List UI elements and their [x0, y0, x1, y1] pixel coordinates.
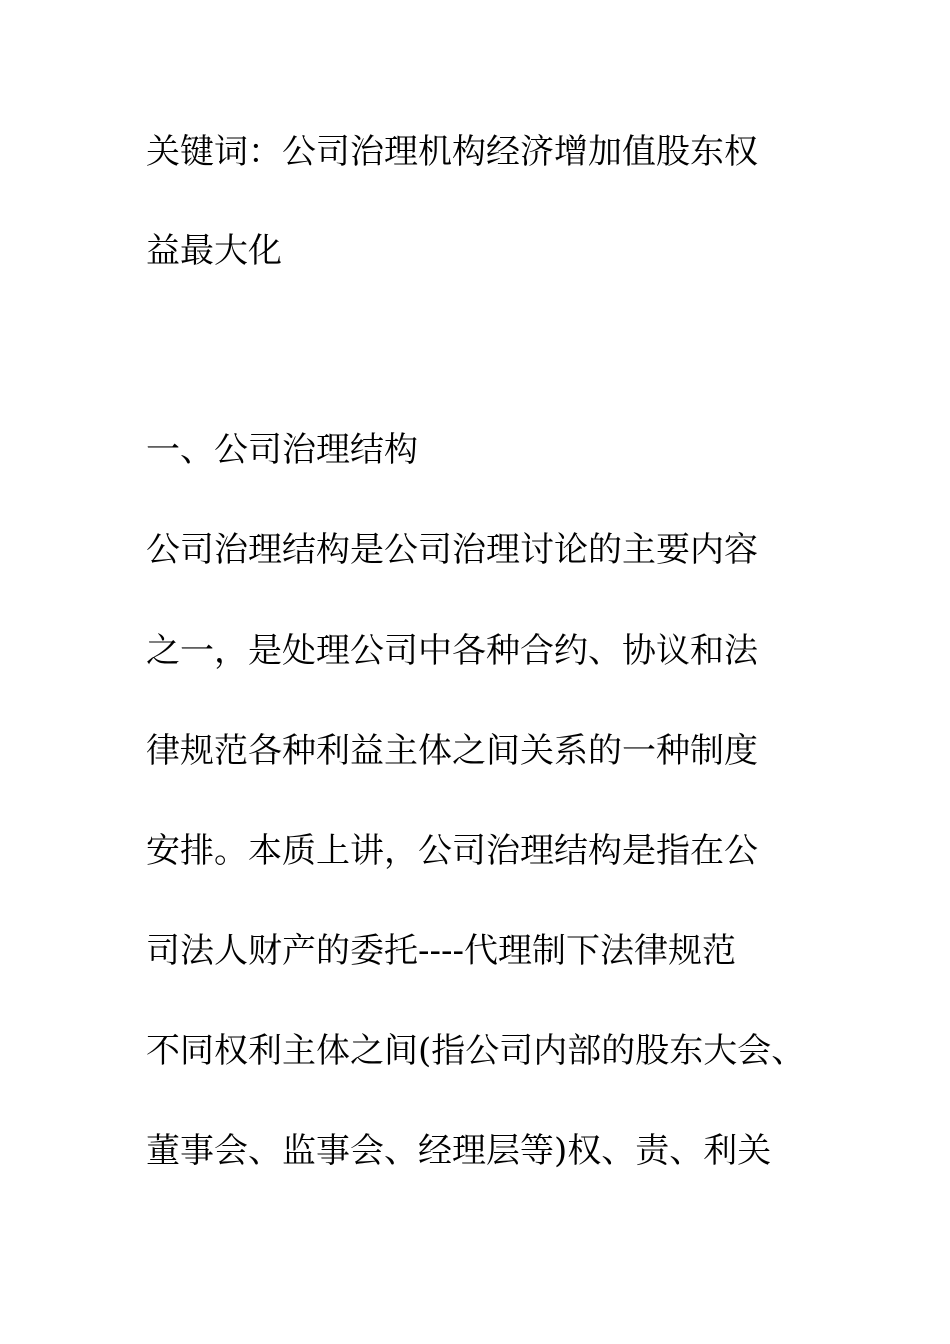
- paragraph-line: 律规范各种利益主体之间关系的一种制度: [146, 731, 758, 771]
- paragraph-line: 公司治理结构是公司治理讨论的主要内容: [146, 530, 758, 570]
- paragraph-line: 董事会、监事会、经理层等)权、责、利关: [146, 1131, 772, 1171]
- keywords-line-2: 益最大化: [146, 231, 282, 271]
- paragraph-line: 安排。本质上讲，公司治理结构是指在公: [146, 831, 758, 871]
- paragraph-line: 之一，是处理公司中各种合约、协议和法: [146, 631, 758, 671]
- paragraph-line: 不同权利主体之间(指公司内部的股东大会、: [146, 1031, 806, 1071]
- section-heading: 一、公司治理结构: [146, 430, 418, 470]
- keywords-line-1: 关键词：公司治理机构经济增加值股东权: [146, 132, 758, 172]
- paragraph-line: 司法人财产的委托----代理制下法律规范: [146, 931, 736, 971]
